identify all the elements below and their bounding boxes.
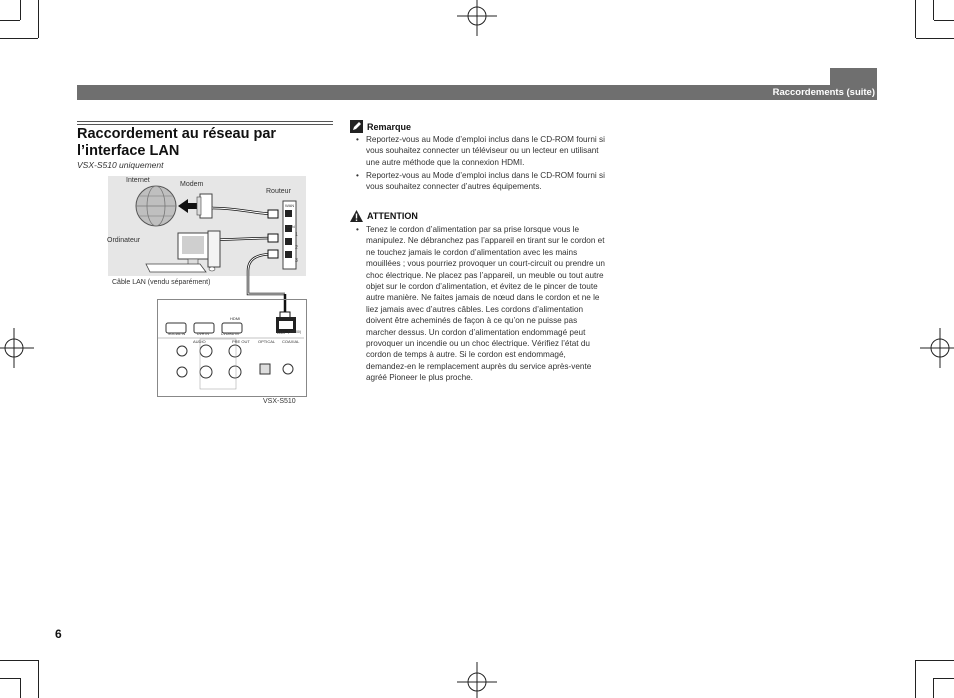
crop-mark: [916, 660, 954, 661]
label-computer: Ordinateur: [107, 237, 141, 244]
header-tab: [830, 68, 877, 85]
panel-hdmi: HDMI: [230, 316, 241, 321]
registration-mark-left: [0, 328, 34, 368]
list-item: • Tenez le cordon d’alimentation par sa prise lorsque vous le manipulez. Ne débranchez pas l’appareil en tirant sur le cordon et ne touchez jamais le cordon d’alimentation avec les mains mouillées ; vous pourriez provoquer un court-circuit ou prendre un choc électrique. Ne placez pas l’appareil, un meuble ou tout autre objet sur le cordon d’alimentation, et évitez de le pincer de toute autre manière. Ne faites jamais de nœud dans le cordon et ne le liez jamais avec d’autres câbles. Les cordons d’alimentation doivent être acheminés de façon à ce qu’on ne puisse pas marcher dessus. Un cordon d’alimentation endommagé peut provoquer un incendie ou un choc électrique. Vérifiez l’état du cordon de temps à autre. Si le cordon est endommagé, demandez-en le remplacement auprès du service après-vente agréé Pioneer le plus proche.: [350, 224, 608, 384]
crop-mark: [20, 678, 21, 698]
crop-mark: [38, 0, 39, 38]
crop-mark: [934, 678, 954, 679]
section-title-line1: Raccordement au réseau par: [77, 126, 277, 142]
remarque-list: [350, 134, 606, 194]
modem-icon: [200, 194, 212, 218]
attention-list: [350, 224, 608, 385]
panel-hdmi-2: DVR IN: [197, 332, 209, 336]
list-item: • Reportez-vous au Mode d’emploi inclus dans le CD-ROM fourni si vous souhaitez connecter un téléviseur ou un lecteur en utilisant une autre méthode que la connexion HDMI.: [350, 134, 606, 168]
receiver-rear-panel: [157, 299, 307, 397]
crop-mark: [0, 38, 38, 39]
panel-coaxial: COAXIAL: [282, 339, 300, 344]
label-lan: LAN: [287, 224, 295, 229]
remarque-title: Remarque: [367, 121, 412, 132]
section-subtitle: VSX-S510 uniquement: [77, 160, 164, 170]
label-port-3: 3: [295, 258, 298, 264]
registration-mark-right: [920, 328, 954, 368]
warning-icon: [350, 210, 363, 222]
label-internet: Internet: [126, 177, 150, 184]
label-model: VSX-S510: [263, 398, 296, 405]
list-item: • Reportez-vous au Mode d’emploi inclus dans le CD-ROM fourni si vous souhaitez connecter d’autres équipements.: [350, 170, 606, 193]
label-wan: WAN: [285, 203, 295, 208]
arrow-icon: [178, 199, 198, 213]
label-router: Routeur: [266, 188, 291, 195]
crop-mark: [0, 678, 20, 679]
registration-mark-top: [457, 0, 497, 36]
panel-lan-sub: (10/100): [288, 330, 302, 334]
label-modem: Modem: [180, 181, 204, 188]
attention-heading: [350, 210, 418, 222]
panel-optical: OPTICAL: [258, 339, 276, 344]
crop-mark: [0, 20, 20, 21]
crop-mark: [38, 660, 39, 698]
registration-mark-bottom: [457, 662, 497, 698]
panel-hdmi-1: SOCIAL IN: [168, 332, 186, 336]
label-port-1: 1: [295, 232, 298, 238]
crop-mark: [933, 0, 934, 20]
header-label: Raccordements (suite): [772, 87, 875, 98]
crop-mark: [916, 38, 954, 39]
page-number: 6: [55, 627, 62, 641]
label-port-2: 2: [295, 245, 298, 251]
header-bar: [77, 85, 877, 100]
attention-title: ATTENTION: [367, 211, 418, 221]
crop-mark: [933, 678, 934, 698]
panel-pre-out: PRE OUT: [232, 339, 250, 344]
section-title: [77, 126, 335, 160]
remarque-heading: [350, 120, 411, 133]
title-rule: [77, 121, 333, 122]
crop-mark: [20, 0, 21, 20]
section-title-line2: l’interface LAN: [77, 143, 180, 159]
label-lan-cable: Câble LAN (vendu séparément): [112, 279, 211, 286]
crop-mark: [915, 0, 916, 38]
crop-mark: [0, 660, 38, 661]
crop-mark: [934, 20, 954, 21]
crop-mark: [915, 660, 916, 698]
panel-lan: LAN: [277, 330, 285, 335]
panel-hdmi-3: DVD/BD IN: [221, 332, 239, 336]
keyboard-icon: [146, 264, 206, 272]
title-rule: [77, 124, 333, 125]
note-pencil-icon: [350, 120, 363, 133]
panel-audio: AUDIO: [193, 339, 206, 344]
